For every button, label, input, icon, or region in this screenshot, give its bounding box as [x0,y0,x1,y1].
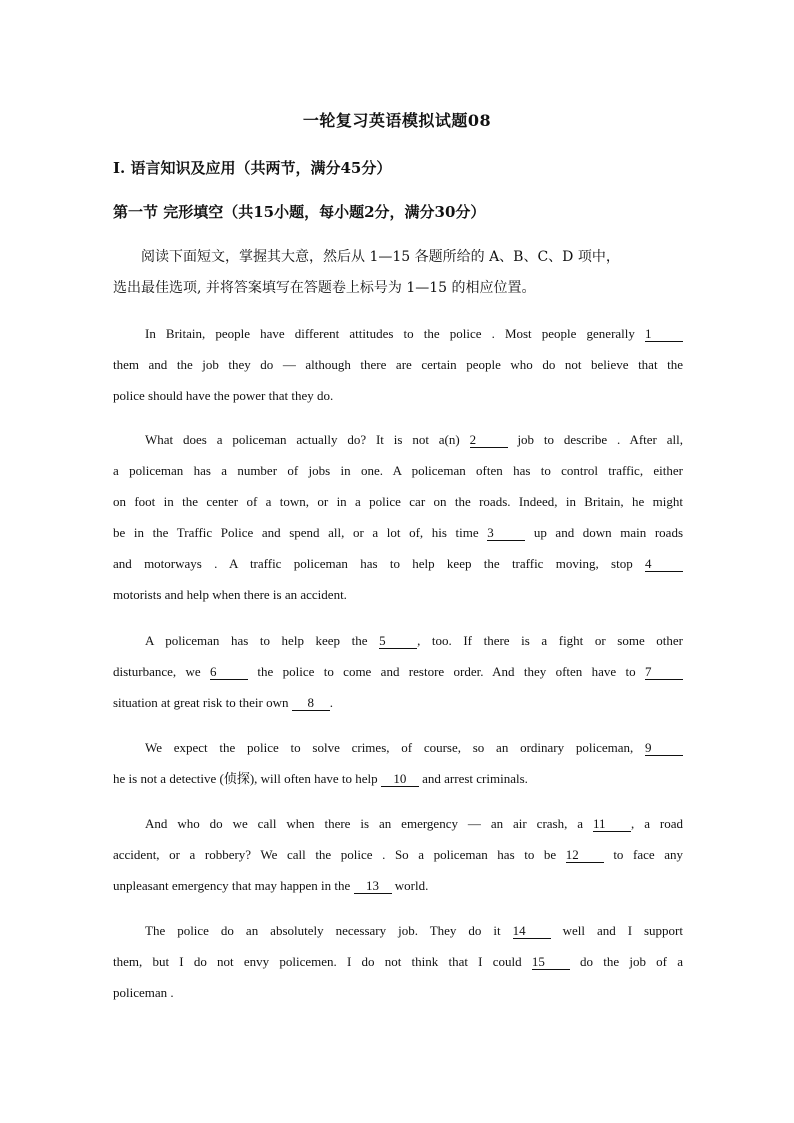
paragraph-line [113,763,683,794]
part-heading: 第一节 完形填空（共15小题，每小题2分，满分30分） [113,203,486,221]
blank-12[interactable]: 12 [566,847,604,863]
blank-9[interactable]: 9 [645,740,683,756]
instruction-line: 选出最佳选项, 并将答案填写在答题卷上标号为 1—15 的相应位置。 [113,280,536,296]
blank-2[interactable]: 2 [470,432,508,448]
cloze-paragraph [113,625,683,718]
paragraph-line [113,625,683,656]
cloze-paragraph [113,424,683,610]
text-segment: accident, or a robbery? We call the police . So a policeman has to be [113,847,566,862]
paragraph-line [113,870,683,901]
text-segment: , a road [631,816,684,831]
paragraph-line [113,946,683,977]
text-segment: do the job of a [569,954,683,969]
blank-7[interactable]: 7 [645,664,683,680]
text-segment: to face any [603,847,683,862]
blank-10[interactable]: 10 [381,771,419,787]
text-segment: policeman . [113,985,174,1000]
text-segment: . [329,695,333,710]
blank-1[interactable]: 1 [645,326,683,342]
text-segment: situation at great risk to their own [113,695,292,710]
text-segment: motorists and help when there is an accident. [113,587,347,602]
paragraph-line [113,455,683,486]
paragraph-line [113,915,683,946]
blank-3[interactable]: 3 [487,525,525,541]
cloze-paragraph [113,318,683,411]
section-heading: Ⅰ. 语言知识及应用（共两节，满分45分） [113,159,392,177]
text-segment: In Britain, people have different attitudes to the police . Most people generally [145,326,645,341]
text-segment: A policeman has to help keep the [145,633,380,648]
text-segment: up and down main roads [525,525,684,540]
paragraph-line [113,839,683,870]
paragraph-line [113,424,683,455]
paragraph-line [113,318,683,349]
blank-11[interactable]: 11 [593,816,631,832]
text-segment: unpleasant emergency that may happen in the [113,878,354,893]
instructions [113,242,685,304]
blank-8[interactable]: 8 [292,695,330,711]
blank-13[interactable]: 13 [354,878,392,894]
text-segment: What does a policeman actually do? It is not a(n) [145,432,470,447]
blank-6[interactable]: 6 [210,664,248,680]
text-segment: he is not a detective (侦探), will often have to help [113,771,381,786]
cloze-paragraph [113,732,683,794]
text-segment: well and I support [550,923,683,938]
paragraph-line [113,732,683,763]
paragraph-line [113,486,683,517]
paragraph-line [113,977,683,1008]
text-segment: , too. If there is a fight or some other [417,633,683,648]
text-segment: the police to come and restore order. And they often have to [248,664,645,679]
paragraph-line [113,380,683,411]
text-segment: job to describe . After all, [507,432,683,447]
paragraph-line [113,656,683,687]
text-segment: And who do we call when there is an emergency — an air crash, a [145,816,594,831]
page-title: 一轮复习英语模拟试题08 [302,111,492,130]
cloze-paragraph [113,915,683,1008]
text-segment: disturbance, we [113,664,211,679]
paragraph-line [113,808,683,839]
text-segment: them, but I do not envy policemen. I do not think that I could [113,954,532,969]
paragraph-line [113,517,683,548]
blank-15[interactable]: 15 [532,954,570,970]
blank-5[interactable]: 5 [379,633,417,649]
text-segment: world. [391,878,429,893]
text-segment: a policeman has a number of jobs in one. A policeman often has to control traffic, either [113,463,683,478]
paragraph-line [113,687,683,718]
blank-4[interactable]: 4 [645,556,683,572]
paragraph-line [113,548,683,579]
paragraph-line [113,579,683,610]
blank-14[interactable]: 14 [513,923,551,939]
text-segment: and arrest criminals. [418,771,528,786]
text-segment: The police do an absolutely necessary job. They do it [145,923,513,938]
text-segment: be in the Traffic Police and spend all, or a lot of, his time [113,525,488,540]
text-segment: and motorways . A traffic policeman has to help keep the traffic moving, stop [113,556,645,571]
cloze-paragraph [113,808,683,901]
text-segment: police should have the power that they do. [113,388,334,403]
text-segment: on foot in the center of a town, or in a police car on the roads. Indeed, in Britain, he might [113,494,683,509]
paragraph-line [113,349,683,380]
text-segment: We expect the police to solve crimes, of course, so an ordinary policeman, [145,740,645,755]
instruction-line: 阅读下面短文，掌握其大意，然后从 1—15 各题所给的 A、B、C、D 项中， [141,249,620,265]
text-segment: them and the job they do — although there are certain people who do not believe that the [113,357,683,372]
